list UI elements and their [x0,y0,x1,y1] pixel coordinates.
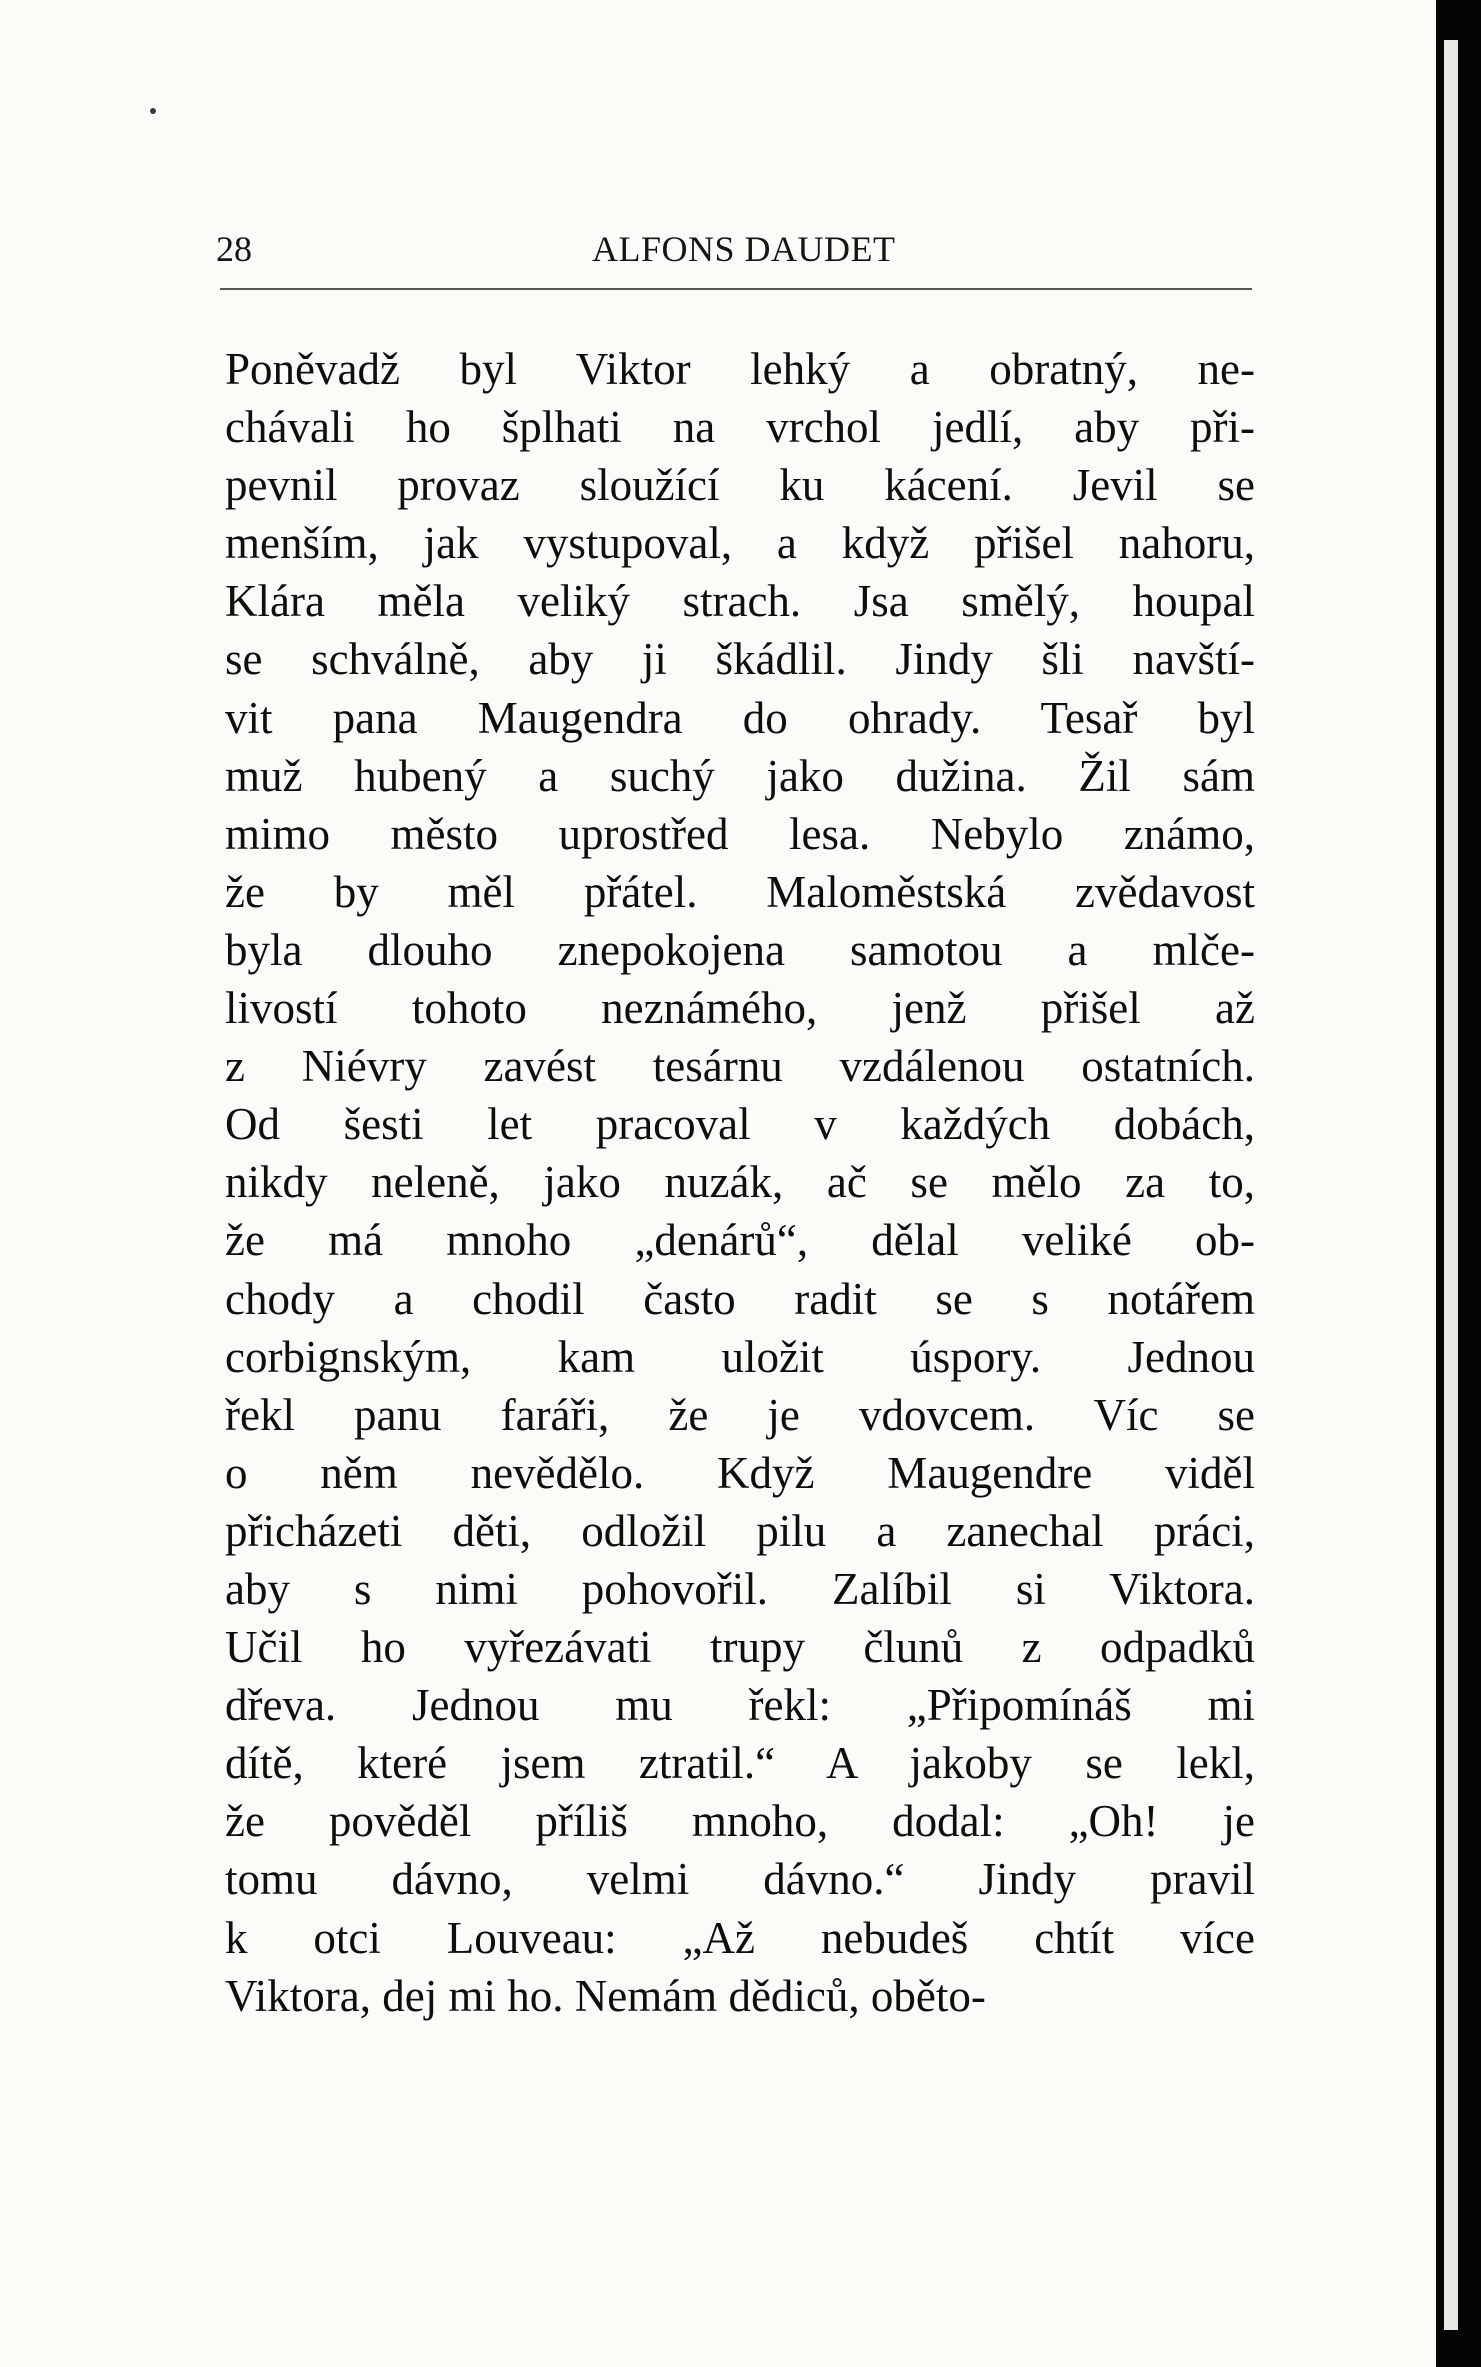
text-line: k otci Louveau: „Až nebudeš chtít více [225,1912,1255,1963]
text-line: dřeva. Jednou mu řekl: „Připomínáš mi [225,1680,1255,1731]
text-line: že pověděl příliš mnoho, dodal: „Oh! je [225,1796,1255,1847]
scan-dark-border [1436,0,1481,2367]
text-line: mimo město uprostřed lesa. Nebylo známo, [225,808,1255,859]
text-line: se schválně, aby ji škádlil. Jindy šli navští- [225,634,1255,685]
text-line: chávali ho šplhati na vrchol jedlí, aby při- [225,402,1255,453]
next-page-edge [1444,40,1458,2330]
text-line: nikdy neleně, jako nuzák, ač se mělo za to, [225,1157,1255,1208]
text-line: přicházeti děti, odložil pilu a zanechal práci, [225,1505,1255,1556]
text-line: Od šesti let pracoval v každých dobách, [225,1099,1255,1150]
text-line: Viktora, dej mi ho. Nemám dědiců, oběto- [225,1970,986,2021]
text-line: livostí tohoto neznámého, jenž přišel až [225,983,1255,1034]
text-line: corbignským, kam uložit úspory. Jednou [225,1331,1255,1382]
body-paragraph [225,340,1255,2025]
text-line: tomu dávno, velmi dávno.“ Jindy pravil [225,1854,1255,1905]
text-line: z Niévry zavést tesárnu vzdálenou ostatních. [225,1041,1255,1092]
text-line: dítě, které jsem ztratil.“ A jakoby se lekl, [225,1738,1255,1789]
text-line: menším, jak vystupoval, a když přišel nahoru, [225,518,1255,569]
text-line: aby s nimi pohovořil. Zalíbil si Viktora. [225,1563,1255,1614]
text-line: řekl panu faráři, že je vdovcem. Víc se [225,1389,1255,1440]
text-line: pevnil provaz sloužící ku kácení. Jevil se [225,460,1255,511]
ink-speck [150,108,156,114]
running-title: ALFONS DAUDET [592,229,896,269]
text-line: byla dlouho znepokojena samotou a mlče- [225,924,1255,975]
header-rule [220,288,1252,290]
page-header [216,228,1246,268]
text-line: chody a chodil často radit se s notářem [225,1273,1255,1324]
text-line: Klára měla veliký strach. Jsa smělý, houpal [225,576,1255,627]
page-number: 28 [216,229,252,269]
text-line: vit pana Maugendra do ohrady. Tesař byl [225,692,1255,743]
text-line: o něm nevědělo. Když Maugendre viděl [225,1447,1255,1498]
text-line: že by měl přátel. Maloměstská zvědavost [225,866,1255,917]
text-line: muž hubený a suchý jako dužina. Žil sám [225,750,1255,801]
text-line: Poněvadž byl Viktor lehký a obratný, ne- [225,344,1255,394]
text-line: že má mnoho „denárů“, dělal veliké ob- [225,1215,1255,1266]
text-line: Učil ho vyřezávati trupy člunů z odpadků [225,1622,1255,1673]
